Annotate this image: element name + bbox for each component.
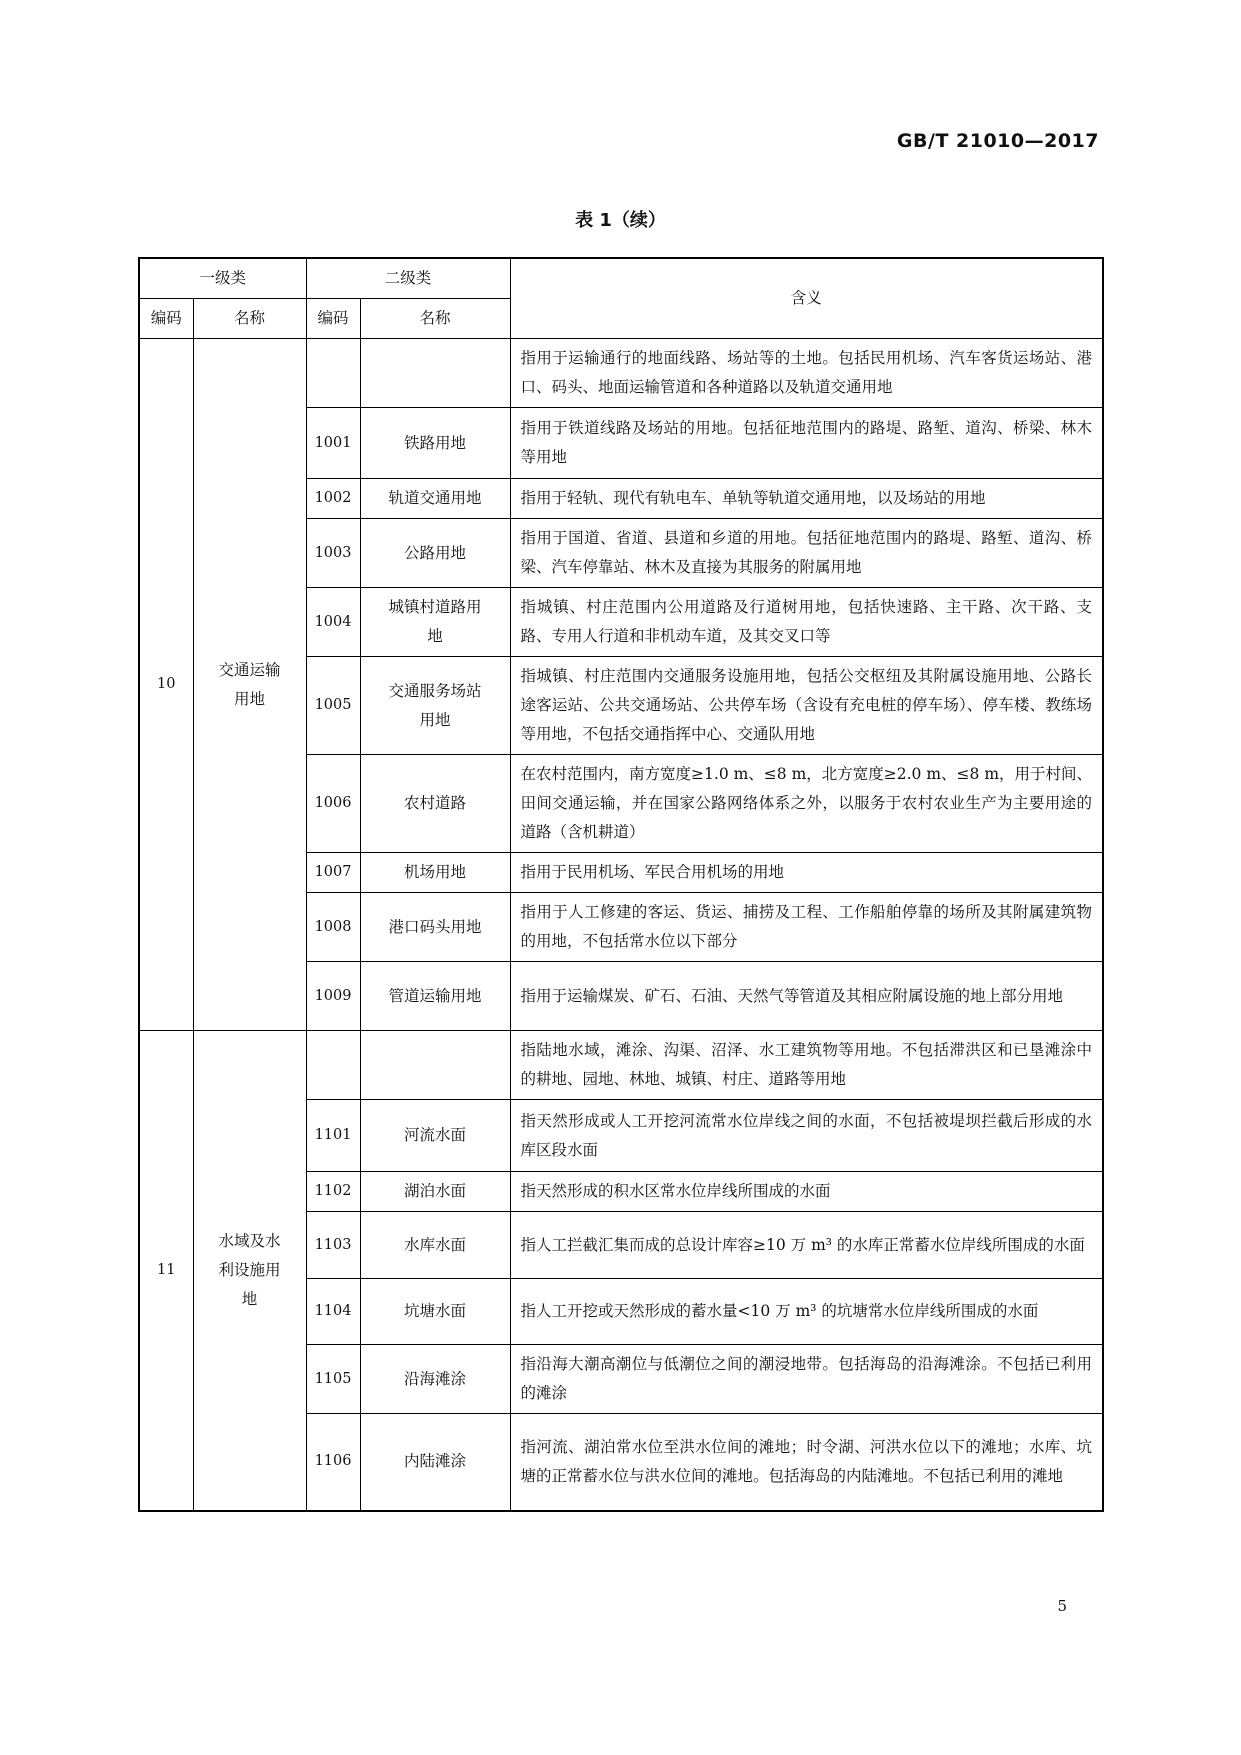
item-name-text: 水库水面: [404, 1235, 467, 1254]
header-level2: 二级类: [306, 258, 510, 299]
group-code: 10: [139, 339, 193, 1031]
item-name: [360, 519, 510, 588]
group-name-text: 水域及水利设施用地: [218, 1231, 281, 1308]
header-level1-code: 编码: [139, 299, 193, 339]
item-description: 指用于运输煤炭、矿石、石油、天然气等管道及其相应附属设施的地上部分用地: [510, 962, 1103, 1031]
item-description: 指天然形成或人工开挖河流常水位岸线之间的水面，不包括被堤坝拦截后形成的水库区段水面: [510, 1100, 1103, 1172]
item-code: 1103: [306, 1212, 360, 1279]
item-description: 指用于轻轨、现代有轨电车、单轨等轨道交通用地，以及场站的用地: [510, 479, 1103, 519]
item-name-text: 城镇村道路用地: [388, 598, 482, 645]
table-row: [139, 1031, 1103, 1100]
table-title: 表 1（续）: [575, 210, 666, 231]
item-description: 指用于国道、省道、县道和乡道的用地。包括征地范围内的路堤、路堑、道沟、桥梁、汽车停靠站、林木及直接为其服务的附属用地: [510, 519, 1103, 588]
item-description: 指人工开挖或天然形成的蓄水量<10 万 m³ 的坑塘常水位岸线所围成的水面: [510, 1279, 1103, 1345]
item-code: 1106: [306, 1414, 360, 1511]
header-row: [139, 258, 1103, 299]
standard-code: GB/T 21010—2017: [896, 130, 1099, 152]
item-description: 指河流、湖泊常水位至洪水位间的滩地；时令湖、河洪水位以下的滩地；水库、坑塘的正常蓄水位与洪水位间的滩地。包括海岛的内陆滩地。不包括已利用的滩地: [510, 1414, 1103, 1511]
item-name: [360, 1172, 510, 1212]
land-use-classification-table: [138, 257, 1104, 1512]
group-description: 指陆地水域，滩涂、沟渠、沼泽、水工建筑物等用地。不包括滞洪区和已垦滩涂中的耕地、园地、林地、城镇、村庄、道路等用地: [510, 1031, 1103, 1100]
item-name-text: 湖泊水面: [404, 1182, 467, 1200]
group-name-text: 交通运输用地: [218, 660, 281, 708]
item-name: [360, 1345, 510, 1414]
header-meaning: 含义: [510, 258, 1103, 339]
item-name-text: 轨道交通用地: [388, 489, 482, 507]
item-description: 指天然形成的积水区常水位岸线所围成的水面: [510, 1172, 1103, 1212]
item-name-text: 沿海滩涂: [404, 1369, 467, 1388]
item-name: [360, 1414, 510, 1511]
item-code: 1006: [306, 755, 360, 853]
group-name: [193, 339, 306, 1031]
item-name: [360, 962, 510, 1031]
item-description: 指沿海大潮高潮位与低潮位之间的潮浸地带。包括海岛的沿海滩涂。不包括已利用的滩涂: [510, 1345, 1103, 1414]
item-name: [360, 1212, 510, 1279]
item-name-text: 机场用地: [404, 863, 467, 881]
item-code: 1005: [306, 657, 360, 755]
empty-code-cell: [306, 339, 360, 408]
item-name-text: 河流水面: [404, 1126, 467, 1144]
item-name-text: 内陆滩涂: [404, 1452, 467, 1471]
item-description: 指用于铁道线路及场站的用地。包括征地范围内的路堤、路堑、道沟、桥梁、林木等用地: [510, 408, 1103, 479]
page-number: 5: [1057, 1597, 1067, 1615]
table-row: [139, 339, 1103, 408]
table-body: [139, 258, 1103, 1511]
item-description: 指城镇、村庄范围内公用道路及行道树用地，包括快速路、主干路、次干路、支路、专用人行道和非机动车道，及其交叉口等: [510, 588, 1103, 657]
item-name: [360, 893, 510, 962]
item-code: 1001: [306, 408, 360, 479]
empty-code-cell: [306, 1031, 360, 1100]
item-name: [360, 1279, 510, 1345]
item-description: 指人工拦截汇集而成的总设计库容≥10 万 m³ 的水库正常蓄水位岸线所围成的水面: [510, 1212, 1103, 1279]
item-code: 1003: [306, 519, 360, 588]
item-code: 1008: [306, 893, 360, 962]
group-code: 11: [139, 1031, 193, 1511]
item-name: [360, 755, 510, 853]
item-description: 指城镇、村庄范围内交通服务设施用地，包括公交枢纽及其附属设施用地、公路长途客运站、公共交通场站、公共停车场（含设有充电桩的停车场）、停车楼、教练场等用地，不包括交通指挥中心、交通队用地: [510, 657, 1103, 755]
item-code: 1007: [306, 853, 360, 893]
empty-name-cell: [360, 339, 510, 408]
item-name: [360, 479, 510, 519]
item-name-text: 坑塘水面: [404, 1302, 467, 1320]
item-code: 1002: [306, 479, 360, 519]
header-level1: 一级类: [139, 258, 306, 299]
item-description: 在农村范围内，南方宽度≥1.0 m、≤8 m，北方宽度≥2.0 m、≤8 m，用于村间、田间交通运输，并在国家公路网络体系之外，以服务于农村农业生产为主要用途的道路（含机耕道）: [510, 755, 1103, 853]
item-code: 1105: [306, 1345, 360, 1414]
item-code: 1101: [306, 1100, 360, 1172]
item-name: [360, 853, 510, 893]
header-level2-code: 编码: [306, 299, 360, 339]
item-name-text: 公路用地: [404, 543, 467, 562]
item-code: 1104: [306, 1279, 360, 1345]
item-name: [360, 588, 510, 657]
group-description: 指用于运输通行的地面线路、场站等的土地。包括民用机场、汽车客货运场站、港口、码头、地面运输管道和各种道路以及轨道交通用地: [510, 339, 1103, 408]
item-name-text: 管道运输用地: [388, 986, 482, 1005]
item-name: [360, 657, 510, 755]
header-level1-name: 名称: [193, 299, 306, 339]
item-code: 1009: [306, 962, 360, 1031]
item-name: [360, 408, 510, 479]
item-name-text: 农村道路: [404, 794, 467, 812]
item-code: 1004: [306, 588, 360, 657]
item-name-text: 交通服务场站用地: [388, 681, 482, 729]
item-name-text: 港口码头用地: [388, 917, 482, 936]
item-description: 指用于民用机场、军民合用机场的用地: [510, 853, 1103, 893]
header-level2-name: 名称: [360, 299, 510, 339]
empty-name-cell: [360, 1031, 510, 1100]
item-code: 1102: [306, 1172, 360, 1212]
item-name-text: 铁路用地: [404, 433, 467, 452]
item-name: [360, 1100, 510, 1172]
group-name: [193, 1031, 306, 1511]
item-description: 指用于人工修建的客运、货运、捕捞及工程、工作船舶停靠的场所及其附属建筑物的用地，不包括常水位以下部分: [510, 893, 1103, 962]
